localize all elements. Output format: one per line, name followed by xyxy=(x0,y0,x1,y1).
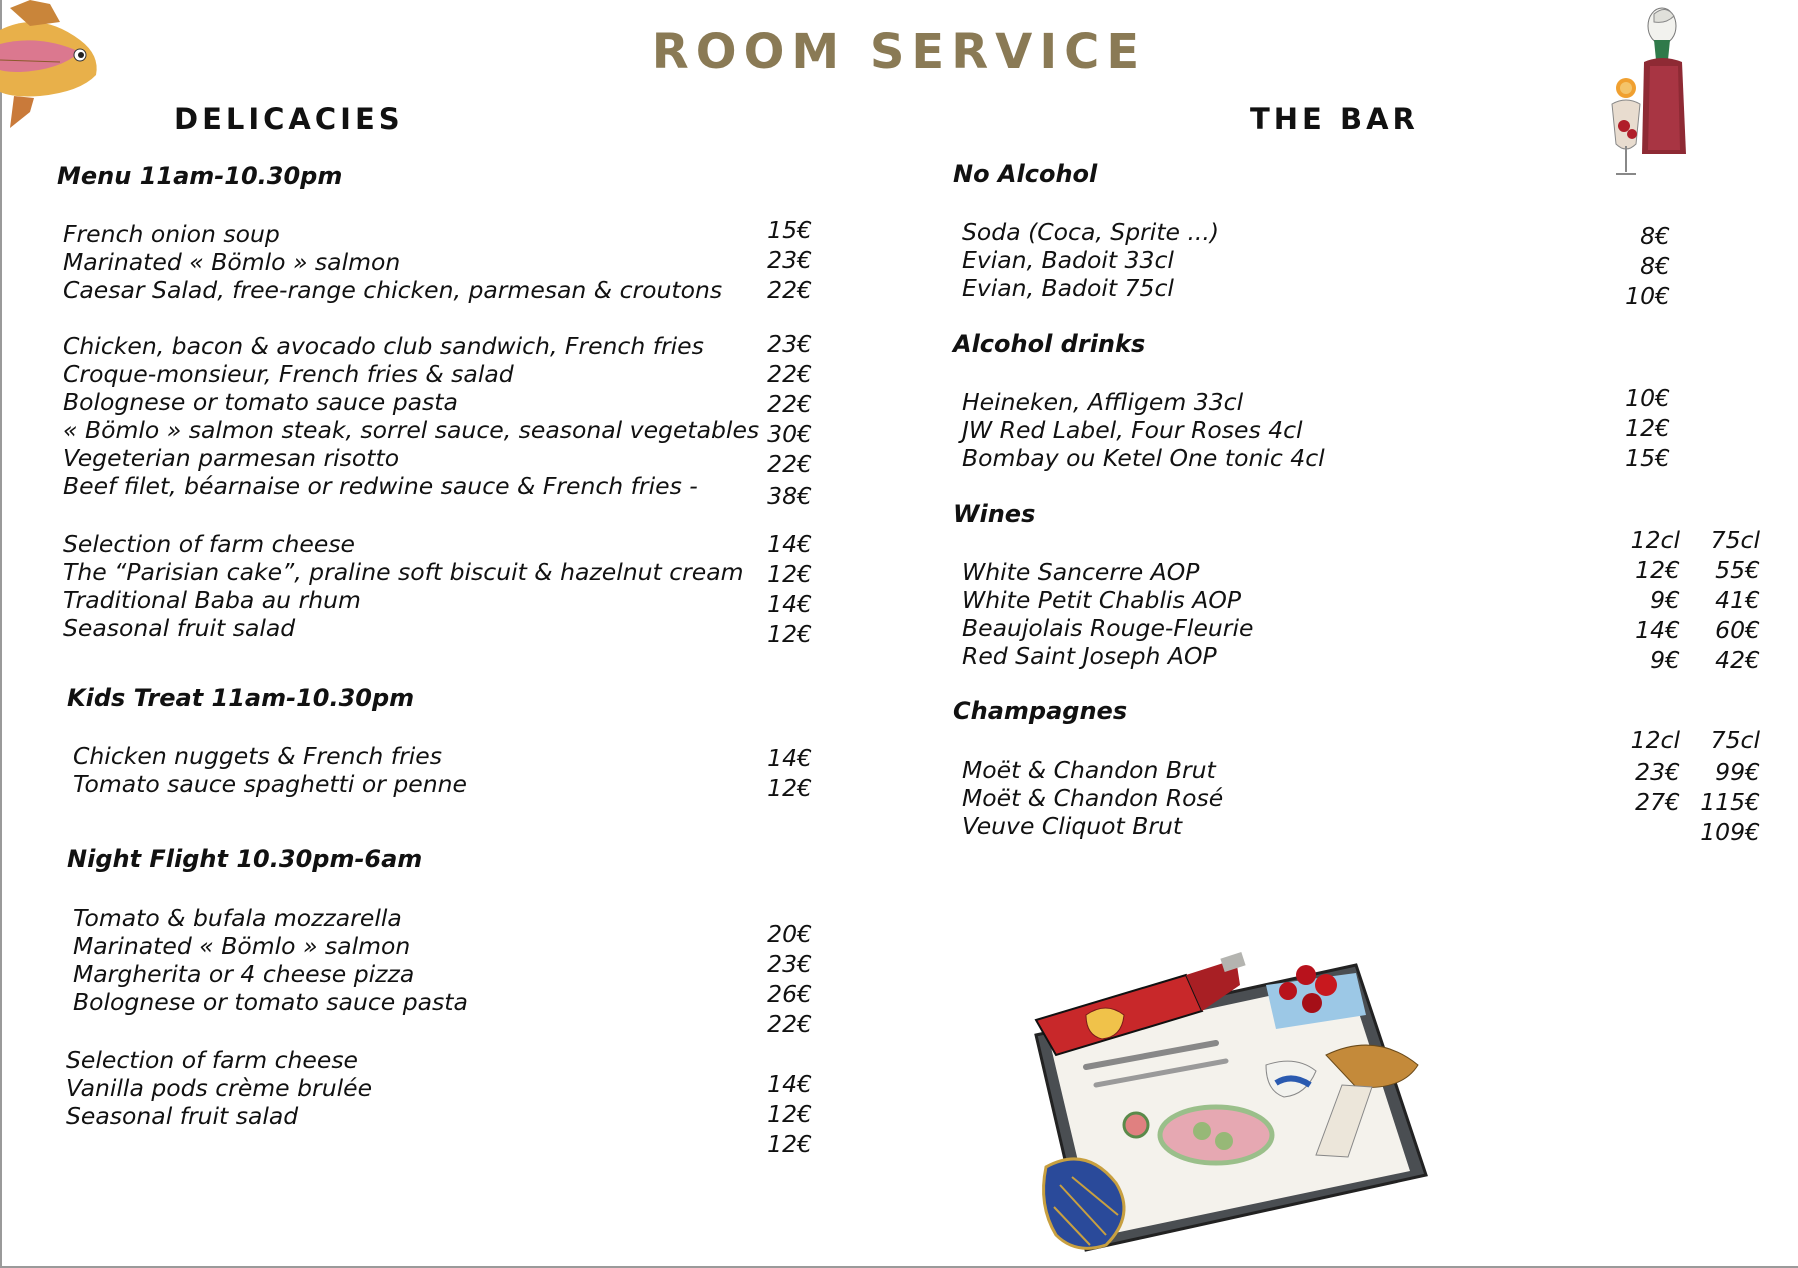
champagne-item: Moët & Chandon Brut xyxy=(962,756,1216,784)
wines-heading: Wines xyxy=(953,500,1036,528)
menu-heading: Menu 11am-10.30pm xyxy=(57,162,343,190)
wine-price-12cl: 14€ xyxy=(1635,616,1680,644)
menu-price: 22€ xyxy=(767,390,812,418)
menu-item: Chicken, bacon & avocado club sandwich, French fries xyxy=(63,332,704,360)
night-item: Margherita or 4 cheese pizza xyxy=(73,960,415,988)
champagne-price-12cl: 27€ xyxy=(1635,788,1680,816)
menu-price: 23€ xyxy=(767,246,812,274)
no-alcohol-price: 10€ xyxy=(1625,282,1670,310)
night-item: Selection of farm cheese xyxy=(66,1046,359,1074)
menu-price: 30€ xyxy=(767,420,812,448)
champagne-price-75cl: 109€ xyxy=(1700,818,1760,846)
delicacies-heading: DELICACIES xyxy=(174,102,404,136)
alcohol-price: 10€ xyxy=(1625,384,1670,412)
menu-item: Bolognese or tomato sauce pasta xyxy=(63,388,458,416)
no-alcohol-item: Evian, Badoit 75cl xyxy=(962,274,1174,302)
menu-price: 12€ xyxy=(767,620,812,648)
menu-item: Vegeterian parmesan risotto xyxy=(63,444,400,472)
night-price: 14€ xyxy=(767,1070,812,1098)
night-price: 22€ xyxy=(767,1010,812,1038)
champagnes-col-75cl: 75cl xyxy=(1710,726,1760,754)
menu-price: 22€ xyxy=(767,450,812,478)
wine-item: Red Saint Joseph AOP xyxy=(962,642,1217,670)
night-item: Seasonal fruit salad xyxy=(66,1102,299,1130)
menu-price: 12€ xyxy=(767,560,812,588)
wine-price-12cl: 12€ xyxy=(1635,556,1680,584)
alcohol-price: 12€ xyxy=(1625,414,1670,442)
wines-col-12cl: 12cl xyxy=(1630,526,1680,554)
champagnes-heading: Champagnes xyxy=(953,697,1128,725)
menu-price: 23€ xyxy=(767,330,812,358)
night-price: 12€ xyxy=(767,1130,812,1158)
wine-item: Beaujolais Rouge-Fleurie xyxy=(962,614,1254,642)
night-price: 20€ xyxy=(767,920,812,948)
menu-price: 14€ xyxy=(767,530,812,558)
kids-price: 14€ xyxy=(767,744,812,772)
night-price: 23€ xyxy=(767,950,812,978)
menu-item: « Bömlo » salmon steak, sorrel sauce, seasonal vegetables xyxy=(63,416,760,444)
alcohol-item: JW Red Label, Four Roses 4cl xyxy=(962,416,1303,444)
page-title: ROOM SERVICE xyxy=(651,24,1147,80)
wine-price-12cl: 9€ xyxy=(1650,586,1680,614)
bar-heading: THE BAR xyxy=(1250,102,1419,136)
wine-price-12cl: 9€ xyxy=(1650,646,1680,674)
waiter-illustration xyxy=(1604,4,1704,184)
no-alcohol-item: Evian, Badoit 33cl xyxy=(962,246,1174,274)
night-item: Vanilla pods crème brulée xyxy=(66,1074,373,1102)
wine-price-75cl: 42€ xyxy=(1715,646,1760,674)
alcohol-heading: Alcohol drinks xyxy=(953,330,1146,358)
menu-item: Caesar Salad, free-range chicken, parmesan & croutons xyxy=(63,276,723,304)
wine-price-75cl: 55€ xyxy=(1715,556,1760,584)
kids-item: Tomato sauce spaghetti or penne xyxy=(73,770,467,798)
kids-price: 12€ xyxy=(767,774,812,802)
menu-item: Croque-monsieur, French fries & salad xyxy=(63,360,514,388)
menu-item: French onion soup xyxy=(63,220,280,248)
champagne-item: Moët & Chandon Rosé xyxy=(962,784,1224,812)
night-item: Marinated « Bömlo » salmon xyxy=(73,932,411,960)
menu-price: 22€ xyxy=(767,276,812,304)
wine-price-75cl: 60€ xyxy=(1715,616,1760,644)
menu-item: Seasonal fruit salad xyxy=(63,614,296,642)
champagne-item: Veuve Cliquot Brut xyxy=(962,812,1183,840)
night-item: Bolognese or tomato sauce pasta xyxy=(73,988,468,1016)
wine-item: White Petit Chablis AOP xyxy=(962,586,1241,614)
alcohol-item: Heineken, Affligem 33cl xyxy=(962,388,1244,416)
no-alcohol-heading: No Alcohol xyxy=(953,160,1098,188)
kids-heading: Kids Treat 11am-10.30pm xyxy=(67,684,415,712)
menu-price: 14€ xyxy=(767,590,812,618)
champagne-price-75cl: 99€ xyxy=(1715,758,1760,786)
wine-price-75cl: 41€ xyxy=(1715,586,1760,614)
night-price: 12€ xyxy=(767,1100,812,1128)
wines-col-75cl: 75cl xyxy=(1710,526,1760,554)
alcohol-item: Bombay ou Ketel One tonic 4cl xyxy=(962,444,1325,472)
kids-item: Chicken nuggets & French fries xyxy=(73,742,442,770)
fish-illustration xyxy=(0,0,110,130)
night-price: 26€ xyxy=(767,980,812,1008)
no-alcohol-price: 8€ xyxy=(1640,252,1670,280)
menu-price: 38€ xyxy=(767,482,812,510)
left-border xyxy=(0,0,2,1268)
champagne-price-75cl: 115€ xyxy=(1700,788,1760,816)
night-item: Tomato & bufala mozzarella xyxy=(73,904,402,932)
menu-item: Traditional Baba au rhum xyxy=(63,586,361,614)
menu-item: The “Parisian cake”, praline soft biscuit & hazelnut cream xyxy=(63,558,744,586)
tray-illustration xyxy=(1026,945,1436,1265)
menu-item: Selection of farm cheese xyxy=(63,530,356,558)
menu-price: 22€ xyxy=(767,360,812,388)
wine-item: White Sancerre AOP xyxy=(962,558,1200,586)
menu-item: Beef filet, béarnaise or redwine sauce & French fries - xyxy=(63,472,698,500)
no-alcohol-price: 8€ xyxy=(1640,222,1670,250)
menu-item: Marinated « Bömlo » salmon xyxy=(63,248,401,276)
alcohol-price: 15€ xyxy=(1625,444,1670,472)
night-heading: Night Flight 10.30pm-6am xyxy=(67,845,423,873)
menu-price: 15€ xyxy=(767,216,812,244)
champagne-price-12cl: 23€ xyxy=(1635,758,1680,786)
champagnes-col-12cl: 12cl xyxy=(1630,726,1680,754)
no-alcohol-item: Soda (Coca, Sprite ...) xyxy=(962,218,1220,246)
